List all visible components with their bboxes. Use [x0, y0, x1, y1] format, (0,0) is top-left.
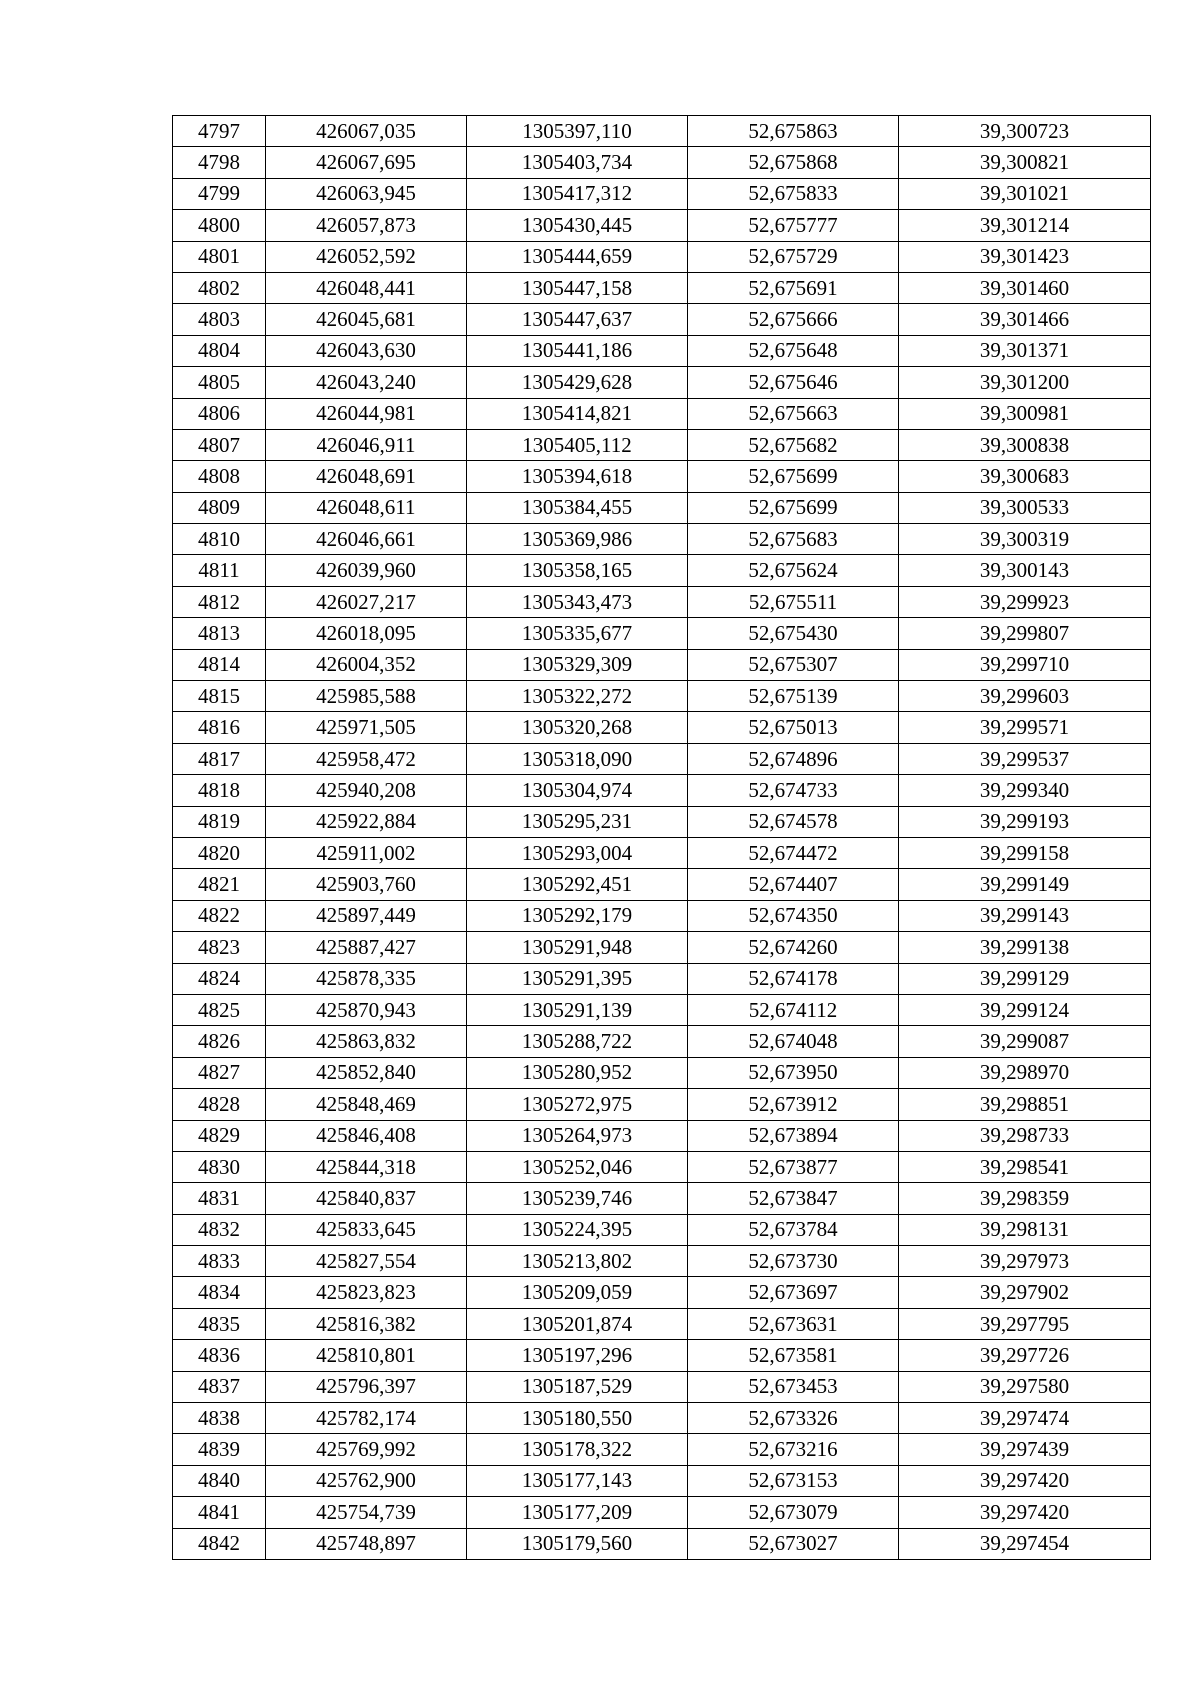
latitude-cell: 52,673079	[688, 1497, 899, 1528]
x-coordinate-cell: 425985,588	[266, 681, 467, 712]
latitude-cell: 52,675663	[688, 398, 899, 429]
point-number-cell: 4809	[173, 492, 266, 523]
point-number-cell: 4827	[173, 1057, 266, 1088]
x-coordinate-cell: 425863,832	[266, 1026, 467, 1057]
table-row	[173, 963, 1151, 994]
latitude-cell: 52,674048	[688, 1026, 899, 1057]
coordinates-table-body	[173, 116, 1151, 1560]
point-number-cell: 4817	[173, 743, 266, 774]
longitude-cell: 39,301423	[899, 241, 1151, 272]
y-coordinate-cell: 1305358,165	[467, 555, 688, 586]
y-coordinate-cell: 1305178,322	[467, 1434, 688, 1465]
latitude-cell: 52,675833	[688, 178, 899, 209]
table-row	[173, 681, 1151, 712]
longitude-cell: 39,297580	[899, 1371, 1151, 1402]
longitude-cell: 39,300981	[899, 398, 1151, 429]
table-row	[173, 1528, 1151, 1559]
latitude-cell: 52,674178	[688, 963, 899, 994]
latitude-cell: 52,673631	[688, 1308, 899, 1339]
point-number-cell: 4830	[173, 1151, 266, 1182]
longitude-cell: 39,300533	[899, 492, 1151, 523]
y-coordinate-cell: 1305304,974	[467, 775, 688, 806]
latitude-cell: 52,674896	[688, 743, 899, 774]
longitude-cell: 39,299571	[899, 712, 1151, 743]
y-coordinate-cell: 1305179,560	[467, 1528, 688, 1559]
longitude-cell: 39,299340	[899, 775, 1151, 806]
latitude-cell: 52,675666	[688, 304, 899, 335]
table-row	[173, 775, 1151, 806]
latitude-cell: 52,675863	[688, 116, 899, 147]
y-coordinate-cell: 1305403,734	[467, 147, 688, 178]
point-number-cell: 4799	[173, 178, 266, 209]
longitude-cell: 39,297474	[899, 1403, 1151, 1434]
y-coordinate-cell: 1305320,268	[467, 712, 688, 743]
x-coordinate-cell: 425748,897	[266, 1528, 467, 1559]
latitude-cell: 52,675307	[688, 649, 899, 680]
longitude-cell: 39,299149	[899, 869, 1151, 900]
latitude-cell: 52,675511	[688, 586, 899, 617]
longitude-cell: 39,297795	[899, 1308, 1151, 1339]
y-coordinate-cell: 1305369,986	[467, 524, 688, 555]
y-coordinate-cell: 1305414,821	[467, 398, 688, 429]
point-number-cell: 4815	[173, 681, 266, 712]
table-row	[173, 869, 1151, 900]
x-coordinate-cell: 426044,981	[266, 398, 467, 429]
table-row	[173, 1340, 1151, 1371]
x-coordinate-cell: 425911,002	[266, 837, 467, 868]
latitude-cell: 52,673581	[688, 1340, 899, 1371]
latitude-cell: 52,674407	[688, 869, 899, 900]
table-row	[173, 1151, 1151, 1182]
x-coordinate-cell: 426018,095	[266, 618, 467, 649]
y-coordinate-cell: 1305197,296	[467, 1340, 688, 1371]
x-coordinate-cell: 425848,469	[266, 1089, 467, 1120]
longitude-cell: 39,298359	[899, 1183, 1151, 1214]
latitude-cell: 52,675691	[688, 272, 899, 303]
x-coordinate-cell: 425754,739	[266, 1497, 467, 1528]
x-coordinate-cell: 425762,900	[266, 1465, 467, 1496]
longitude-cell: 39,298733	[899, 1120, 1151, 1151]
y-coordinate-cell: 1305239,746	[467, 1183, 688, 1214]
longitude-cell: 39,299923	[899, 586, 1151, 617]
latitude-cell: 52,675648	[688, 335, 899, 366]
y-coordinate-cell: 1305187,529	[467, 1371, 688, 1402]
longitude-cell: 39,297454	[899, 1528, 1151, 1559]
y-coordinate-cell: 1305291,139	[467, 994, 688, 1025]
table-row	[173, 1434, 1151, 1465]
point-number-cell: 4805	[173, 367, 266, 398]
longitude-cell: 39,301021	[899, 178, 1151, 209]
table-row	[173, 1371, 1151, 1402]
x-coordinate-cell: 425940,208	[266, 775, 467, 806]
y-coordinate-cell: 1305417,312	[467, 178, 688, 209]
latitude-cell: 52,675139	[688, 681, 899, 712]
table-row	[173, 712, 1151, 743]
x-coordinate-cell: 426043,630	[266, 335, 467, 366]
x-coordinate-cell: 426043,240	[266, 367, 467, 398]
longitude-cell: 39,299710	[899, 649, 1151, 680]
table-row	[173, 116, 1151, 147]
table-row	[173, 1277, 1151, 1308]
table-row	[173, 524, 1151, 555]
x-coordinate-cell: 425958,472	[266, 743, 467, 774]
table-row	[173, 1183, 1151, 1214]
table-row	[173, 304, 1151, 335]
table-row	[173, 492, 1151, 523]
latitude-cell: 52,673894	[688, 1120, 899, 1151]
x-coordinate-cell: 425827,554	[266, 1246, 467, 1277]
y-coordinate-cell: 1305335,677	[467, 618, 688, 649]
point-number-cell: 4808	[173, 461, 266, 492]
table-row	[173, 429, 1151, 460]
x-coordinate-cell: 426063,945	[266, 178, 467, 209]
latitude-cell: 52,674350	[688, 900, 899, 931]
table-row	[173, 1057, 1151, 1088]
longitude-cell: 39,297902	[899, 1277, 1151, 1308]
latitude-cell: 52,673912	[688, 1089, 899, 1120]
table-row	[173, 210, 1151, 241]
x-coordinate-cell: 425897,449	[266, 900, 467, 931]
latitude-cell: 52,675699	[688, 461, 899, 492]
y-coordinate-cell: 1305397,110	[467, 116, 688, 147]
x-coordinate-cell: 425852,840	[266, 1057, 467, 1088]
latitude-cell: 52,674112	[688, 994, 899, 1025]
x-coordinate-cell: 426048,441	[266, 272, 467, 303]
longitude-cell: 39,301200	[899, 367, 1151, 398]
longitude-cell: 39,299129	[899, 963, 1151, 994]
table-row	[173, 1214, 1151, 1245]
point-number-cell: 4833	[173, 1246, 266, 1277]
longitude-cell: 39,299143	[899, 900, 1151, 931]
y-coordinate-cell: 1305394,618	[467, 461, 688, 492]
y-coordinate-cell: 1305322,272	[467, 681, 688, 712]
table-row	[173, 618, 1151, 649]
longitude-cell: 39,299138	[899, 932, 1151, 963]
longitude-cell: 39,297420	[899, 1497, 1151, 1528]
x-coordinate-cell: 425823,823	[266, 1277, 467, 1308]
x-coordinate-cell: 426057,873	[266, 210, 467, 241]
point-number-cell: 4798	[173, 147, 266, 178]
latitude-cell: 52,675777	[688, 210, 899, 241]
point-number-cell: 4828	[173, 1089, 266, 1120]
y-coordinate-cell: 1305447,158	[467, 272, 688, 303]
table-row	[173, 743, 1151, 774]
point-number-cell: 4842	[173, 1528, 266, 1559]
point-number-cell: 4807	[173, 429, 266, 460]
point-number-cell: 4829	[173, 1120, 266, 1151]
table-row	[173, 272, 1151, 303]
y-coordinate-cell: 1305429,628	[467, 367, 688, 398]
latitude-cell: 52,673784	[688, 1214, 899, 1245]
point-number-cell: 4814	[173, 649, 266, 680]
longitude-cell: 39,300143	[899, 555, 1151, 586]
longitude-cell: 39,300319	[899, 524, 1151, 555]
y-coordinate-cell: 1305252,046	[467, 1151, 688, 1182]
x-coordinate-cell: 426027,217	[266, 586, 467, 617]
y-coordinate-cell: 1305343,473	[467, 586, 688, 617]
x-coordinate-cell: 425840,837	[266, 1183, 467, 1214]
y-coordinate-cell: 1305224,395	[467, 1214, 688, 1245]
point-number-cell: 4835	[173, 1308, 266, 1339]
x-coordinate-cell: 425878,335	[266, 963, 467, 994]
x-coordinate-cell: 425870,943	[266, 994, 467, 1025]
table-row	[173, 1497, 1151, 1528]
point-number-cell: 4825	[173, 994, 266, 1025]
table-row	[173, 586, 1151, 617]
longitude-cell: 39,299124	[899, 994, 1151, 1025]
longitude-cell: 39,300821	[899, 147, 1151, 178]
y-coordinate-cell: 1305292,179	[467, 900, 688, 931]
longitude-cell: 39,300838	[899, 429, 1151, 460]
point-number-cell: 4837	[173, 1371, 266, 1402]
x-coordinate-cell: 425782,174	[266, 1403, 467, 1434]
x-coordinate-cell: 426048,611	[266, 492, 467, 523]
point-number-cell: 4818	[173, 775, 266, 806]
latitude-cell: 52,673950	[688, 1057, 899, 1088]
point-number-cell: 4813	[173, 618, 266, 649]
point-number-cell: 4824	[173, 963, 266, 994]
point-number-cell: 4822	[173, 900, 266, 931]
table-row	[173, 837, 1151, 868]
latitude-cell: 52,674733	[688, 775, 899, 806]
x-coordinate-cell: 425844,318	[266, 1151, 467, 1182]
y-coordinate-cell: 1305177,209	[467, 1497, 688, 1528]
y-coordinate-cell: 1305209,059	[467, 1277, 688, 1308]
longitude-cell: 39,297420	[899, 1465, 1151, 1496]
longitude-cell: 39,300683	[899, 461, 1151, 492]
latitude-cell: 52,674472	[688, 837, 899, 868]
table-row	[173, 241, 1151, 272]
y-coordinate-cell: 1305280,952	[467, 1057, 688, 1088]
x-coordinate-cell: 426046,661	[266, 524, 467, 555]
point-number-cell: 4834	[173, 1277, 266, 1308]
point-number-cell: 4801	[173, 241, 266, 272]
table-row	[173, 1120, 1151, 1151]
latitude-cell: 52,673027	[688, 1528, 899, 1559]
point-number-cell: 4811	[173, 555, 266, 586]
y-coordinate-cell: 1305201,874	[467, 1308, 688, 1339]
table-row	[173, 1089, 1151, 1120]
point-number-cell: 4832	[173, 1214, 266, 1245]
y-coordinate-cell: 1305292,451	[467, 869, 688, 900]
point-number-cell: 4816	[173, 712, 266, 743]
table-row	[173, 1308, 1151, 1339]
x-coordinate-cell: 426039,960	[266, 555, 467, 586]
point-number-cell: 4821	[173, 869, 266, 900]
y-coordinate-cell: 1305295,231	[467, 806, 688, 837]
table-row	[173, 1403, 1151, 1434]
point-number-cell: 4838	[173, 1403, 266, 1434]
table-row	[173, 806, 1151, 837]
point-number-cell: 4802	[173, 272, 266, 303]
point-number-cell: 4831	[173, 1183, 266, 1214]
x-coordinate-cell: 425810,801	[266, 1340, 467, 1371]
table-row	[173, 335, 1151, 366]
table-row	[173, 461, 1151, 492]
y-coordinate-cell: 1305447,637	[467, 304, 688, 335]
latitude-cell: 52,674260	[688, 932, 899, 963]
x-coordinate-cell: 425796,397	[266, 1371, 467, 1402]
longitude-cell: 39,300723	[899, 116, 1151, 147]
point-number-cell: 4823	[173, 932, 266, 963]
table-row	[173, 367, 1151, 398]
y-coordinate-cell: 1305293,004	[467, 837, 688, 868]
table-row	[173, 1465, 1151, 1496]
x-coordinate-cell: 426067,695	[266, 147, 467, 178]
latitude-cell: 52,673697	[688, 1277, 899, 1308]
y-coordinate-cell: 1305384,455	[467, 492, 688, 523]
point-number-cell: 4819	[173, 806, 266, 837]
x-coordinate-cell: 425846,408	[266, 1120, 467, 1151]
point-number-cell: 4812	[173, 586, 266, 617]
point-number-cell: 4836	[173, 1340, 266, 1371]
point-number-cell: 4804	[173, 335, 266, 366]
latitude-cell: 52,673153	[688, 1465, 899, 1496]
longitude-cell: 39,298851	[899, 1089, 1151, 1120]
latitude-cell: 52,673730	[688, 1246, 899, 1277]
y-coordinate-cell: 1305405,112	[467, 429, 688, 460]
longitude-cell: 39,297439	[899, 1434, 1151, 1465]
longitude-cell: 39,301371	[899, 335, 1151, 366]
point-number-cell: 4806	[173, 398, 266, 429]
point-number-cell: 4800	[173, 210, 266, 241]
table-row	[173, 398, 1151, 429]
y-coordinate-cell: 1305291,948	[467, 932, 688, 963]
table-row	[173, 555, 1151, 586]
table-row	[173, 932, 1151, 963]
longitude-cell: 39,301460	[899, 272, 1151, 303]
longitude-cell: 39,301214	[899, 210, 1151, 241]
latitude-cell: 52,675729	[688, 241, 899, 272]
longitude-cell: 39,299807	[899, 618, 1151, 649]
latitude-cell: 52,673216	[688, 1434, 899, 1465]
x-coordinate-cell: 425833,645	[266, 1214, 467, 1245]
y-coordinate-cell: 1305444,659	[467, 241, 688, 272]
longitude-cell: 39,299603	[899, 681, 1151, 712]
longitude-cell: 39,298541	[899, 1151, 1151, 1182]
x-coordinate-cell: 426048,691	[266, 461, 467, 492]
longitude-cell: 39,299087	[899, 1026, 1151, 1057]
longitude-cell: 39,297973	[899, 1246, 1151, 1277]
table-row	[173, 649, 1151, 680]
x-coordinate-cell: 425816,382	[266, 1308, 467, 1339]
y-coordinate-cell: 1305213,802	[467, 1246, 688, 1277]
point-number-cell: 4803	[173, 304, 266, 335]
longitude-cell: 39,299537	[899, 743, 1151, 774]
table-row	[173, 994, 1151, 1025]
y-coordinate-cell: 1305329,309	[467, 649, 688, 680]
latitude-cell: 52,673326	[688, 1403, 899, 1434]
x-coordinate-cell: 425903,760	[266, 869, 467, 900]
x-coordinate-cell: 425769,992	[266, 1434, 467, 1465]
x-coordinate-cell: 426046,911	[266, 429, 467, 460]
latitude-cell: 52,675699	[688, 492, 899, 523]
y-coordinate-cell: 1305291,395	[467, 963, 688, 994]
latitude-cell: 52,673453	[688, 1371, 899, 1402]
point-number-cell: 4841	[173, 1497, 266, 1528]
latitude-cell: 52,675646	[688, 367, 899, 398]
point-number-cell: 4820	[173, 837, 266, 868]
latitude-cell: 52,673877	[688, 1151, 899, 1182]
point-number-cell: 4810	[173, 524, 266, 555]
latitude-cell: 52,675430	[688, 618, 899, 649]
x-coordinate-cell: 425922,884	[266, 806, 467, 837]
latitude-cell: 52,674578	[688, 806, 899, 837]
table-row	[173, 1246, 1151, 1277]
y-coordinate-cell: 1305441,186	[467, 335, 688, 366]
point-number-cell: 4840	[173, 1465, 266, 1496]
latitude-cell: 52,675682	[688, 429, 899, 460]
x-coordinate-cell: 426052,592	[266, 241, 467, 272]
point-number-cell: 4826	[173, 1026, 266, 1057]
y-coordinate-cell: 1305288,722	[467, 1026, 688, 1057]
x-coordinate-cell: 426004,352	[266, 649, 467, 680]
latitude-cell: 52,675868	[688, 147, 899, 178]
point-number-cell: 4797	[173, 116, 266, 147]
longitude-cell: 39,297726	[899, 1340, 1151, 1371]
y-coordinate-cell: 1305318,090	[467, 743, 688, 774]
y-coordinate-cell: 1305180,550	[467, 1403, 688, 1434]
x-coordinate-cell: 425887,427	[266, 932, 467, 963]
latitude-cell: 52,675683	[688, 524, 899, 555]
x-coordinate-cell: 425971,505	[266, 712, 467, 743]
y-coordinate-cell: 1305430,445	[467, 210, 688, 241]
y-coordinate-cell: 1305177,143	[467, 1465, 688, 1496]
longitude-cell: 39,298970	[899, 1057, 1151, 1088]
x-coordinate-cell: 426045,681	[266, 304, 467, 335]
table-row	[173, 900, 1151, 931]
y-coordinate-cell: 1305264,973	[467, 1120, 688, 1151]
longitude-cell: 39,301466	[899, 304, 1151, 335]
latitude-cell: 52,673847	[688, 1183, 899, 1214]
table-row	[173, 178, 1151, 209]
table-row	[173, 1026, 1151, 1057]
coordinates-table	[172, 115, 1151, 1560]
point-number-cell: 4839	[173, 1434, 266, 1465]
longitude-cell: 39,298131	[899, 1214, 1151, 1245]
x-coordinate-cell: 426067,035	[266, 116, 467, 147]
latitude-cell: 52,675624	[688, 555, 899, 586]
y-coordinate-cell: 1305272,975	[467, 1089, 688, 1120]
longitude-cell: 39,299158	[899, 837, 1151, 868]
table-row	[173, 147, 1151, 178]
latitude-cell: 52,675013	[688, 712, 899, 743]
longitude-cell: 39,299193	[899, 806, 1151, 837]
